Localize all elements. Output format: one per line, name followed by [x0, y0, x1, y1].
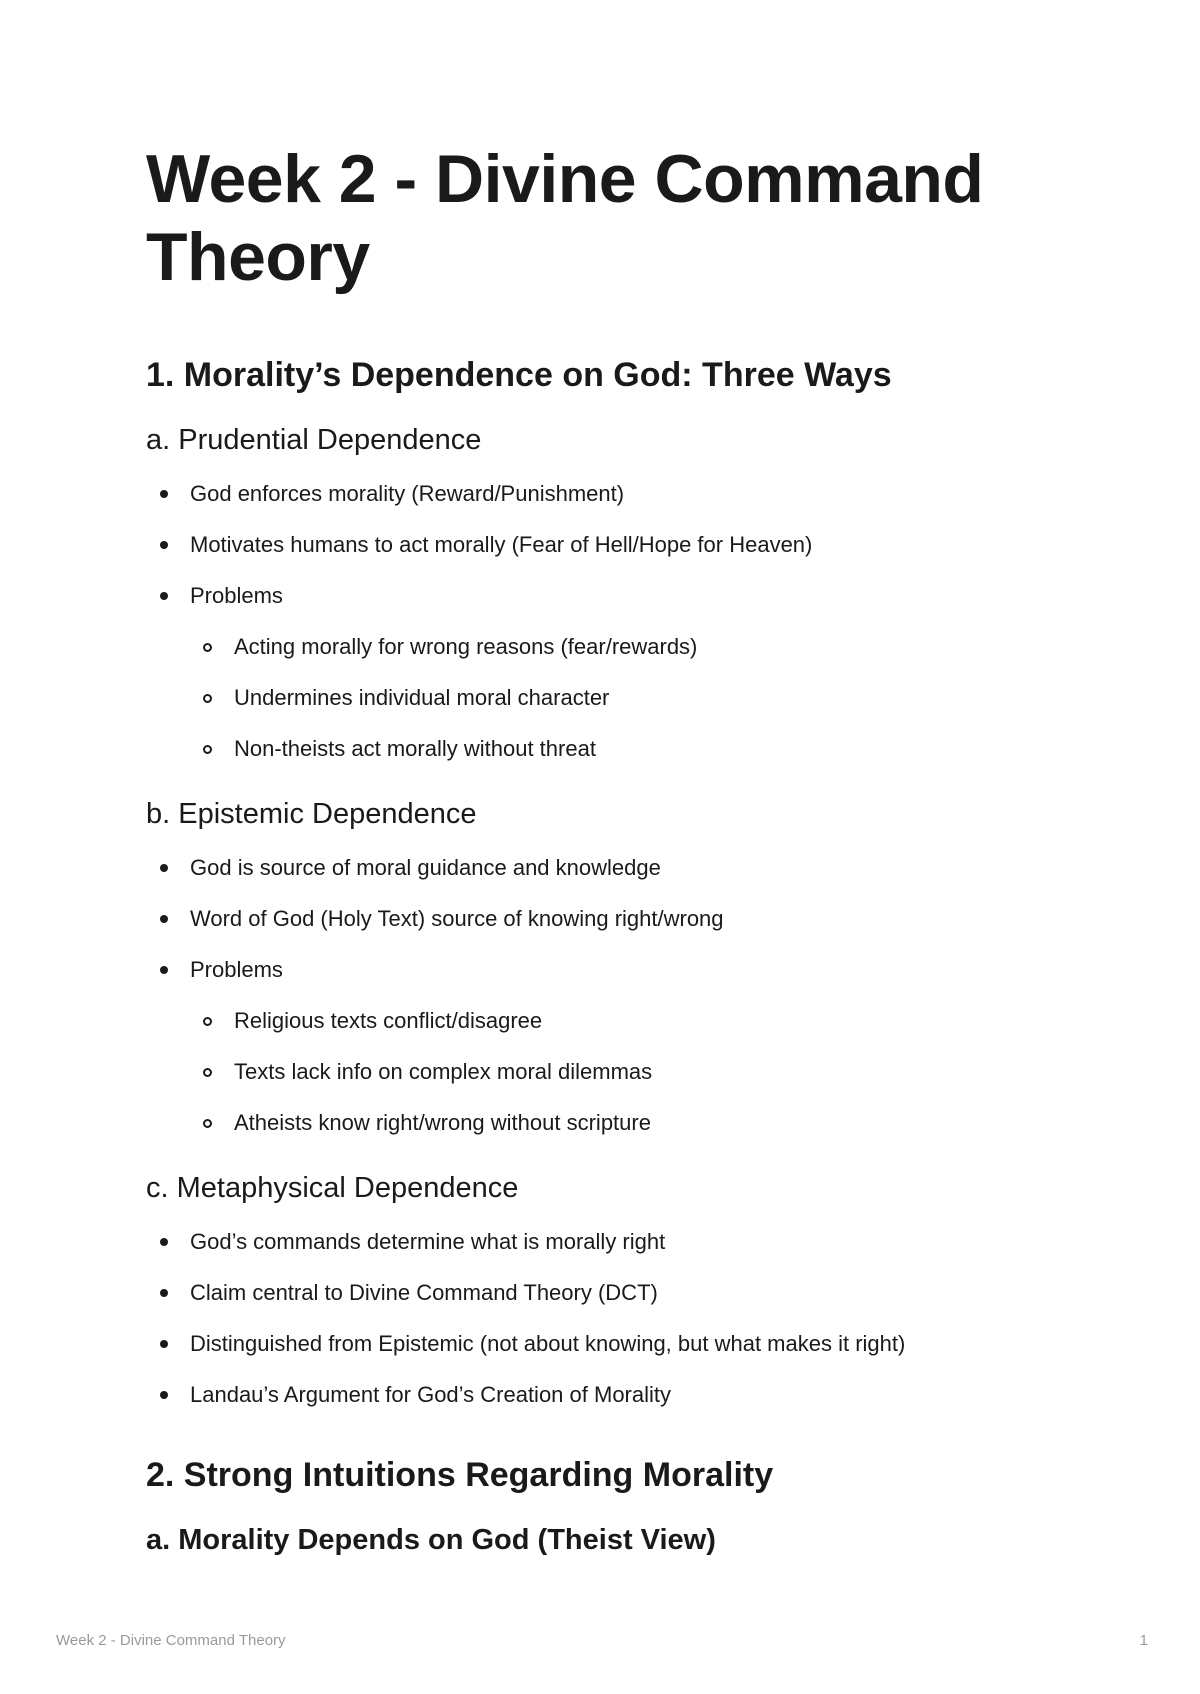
page-title: Week 2 - Divine Command Theory — [146, 141, 984, 295]
list-item: Motivates humans to act morally (Fear of Hell/Hope for Heaven) — [146, 519, 1086, 570]
subsection-heading-theist-view: a. Morality Depends on God (Theist View) — [146, 1524, 716, 1556]
sub-list-item: Atheists know right/wrong without scripture — [146, 1097, 1086, 1148]
list-item: Distinguished from Epistemic (not about knowing, but what makes it right) — [146, 1318, 1086, 1369]
sub-list-item: Acting morally for wrong reasons (fear/rewards) — [146, 621, 1086, 672]
list-item: Problems — [146, 944, 1086, 995]
list-item: Problems — [146, 570, 1086, 621]
sub-list-item: Texts lack info on complex moral dilemmas — [146, 1046, 1086, 1097]
metaphysical-list — [146, 1216, 1086, 1420]
list-item: God enforces morality (Reward/Punishment) — [146, 468, 1086, 519]
subsection-heading-metaphysical: c. Metaphysical Dependence — [146, 1172, 519, 1204]
footer-document-title: Week 2 - Divine Command Theory — [56, 1632, 286, 1649]
subsection-heading-prudential: a. Prudential Dependence — [146, 424, 482, 456]
list-item: God’s commands determine what is morally right — [146, 1216, 1086, 1267]
sub-list-item: Non-theists act morally without threat — [146, 723, 1086, 774]
subsection-heading-epistemic: b. Epistemic Dependence — [146, 798, 477, 830]
list-item: Word of God (Holy Text) source of knowing right/wrong — [146, 893, 1086, 944]
footer-page-number: 1 — [1139, 1632, 1148, 1649]
document-content — [146, 140, 1086, 1568]
section-heading-1: 1. Morality’s Dependence on God: Three Ways — [146, 356, 892, 394]
sub-list-item: Undermines individual moral character — [146, 672, 1086, 723]
list-item: Landau’s Argument for God’s Creation of Morality — [146, 1369, 1086, 1420]
epistemic-list — [146, 842, 1086, 1148]
sub-list-item: Religious texts conflict/disagree — [146, 995, 1086, 1046]
prudential-list — [146, 468, 1086, 774]
list-item: Claim central to Divine Command Theory (DCT) — [146, 1267, 1086, 1318]
section-heading-2: 2. Strong Intuitions Regarding Morality — [146, 1456, 774, 1494]
list-item: God is source of moral guidance and knowledge — [146, 842, 1086, 893]
